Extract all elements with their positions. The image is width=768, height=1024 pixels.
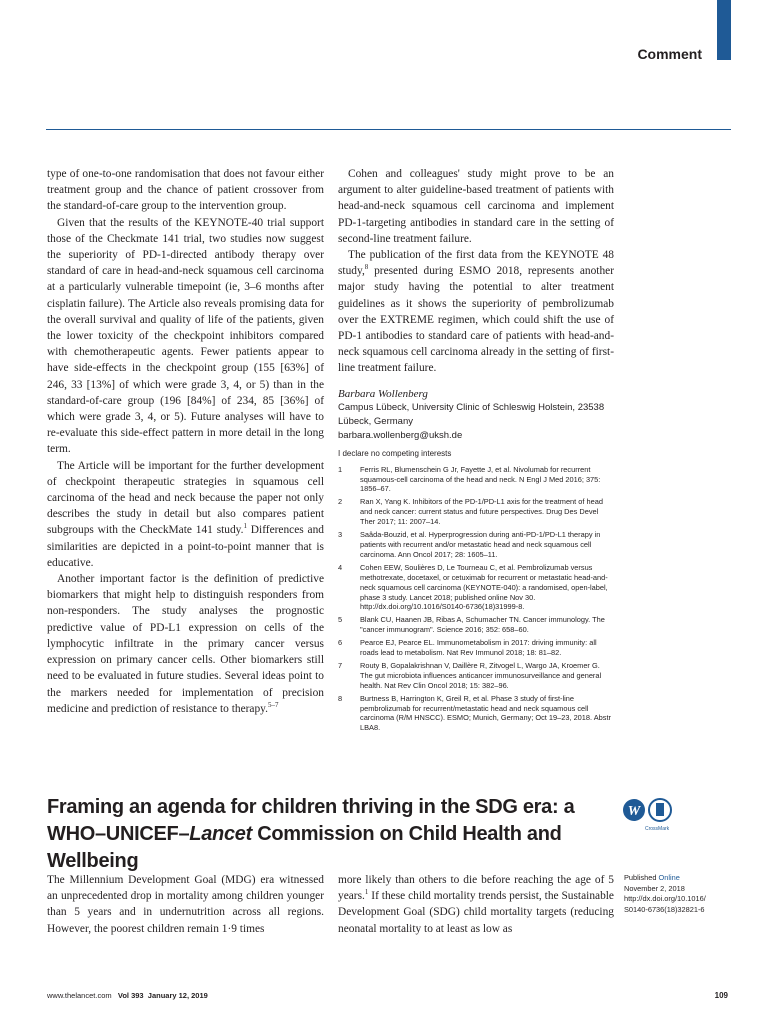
reference-text: Saâda-Bouzid, et al. Hyperprogression during anti-PD-1/PD-L1 therapy in patients with recurrent and/or metastatic head and neck squamous cell carcinoma. Ann Oncol 2017; 28: 1605–11. [360, 530, 601, 559]
reference-item [338, 530, 614, 560]
reference-text: Ferris RL, Blumenschein G Jr, Fayette J, et al. Nivolumab for recurrent squamous-cell carcinoma of the head and neck. N Engl J Med 2016; 375: 1856–67. [360, 464, 601, 494]
paragraph: Cohen and colleagues' study might prove to be an argument to alter guideline-based treatment of patients with head-and-neck squamous cell carcinoma and implement PD-1-targeting antibodies in standard care in the setting of second-line treatment failure. [338, 168, 614, 245]
svg-text:W: W [627, 804, 641, 819]
citation-sup: 8 [364, 263, 369, 272]
reference-item [338, 638, 614, 658]
reference-item [338, 465, 614, 495]
reference-item [338, 661, 614, 691]
reference-number: 8 [338, 693, 343, 703]
reference-number: 2 [338, 497, 343, 507]
site-link[interactable]: www.thelancet.com [47, 991, 112, 1000]
author-affiliation: Lübeck, Germany [338, 415, 413, 427]
reference-text: Routy B, Gopalakrishnan V, Daillère R, Zitvogel L, Wargo JA, Kroemer G. The gut microbiota influences anticancer immunosurveillance and general health. Nat Rev Clin Oncol 2018; 15: 382–96. [360, 660, 602, 690]
reference-item [338, 694, 614, 734]
text-column-right [338, 166, 614, 736]
reference-number: 5 [338, 615, 343, 625]
paragraph: more likely than others to die before reaching the age of 5 years.$^1$ If these child mortality trends persist, the Sustainable Development Goal (SDG) child mortality targets (reducing neonatal mortality to at least as low as [338, 874, 614, 935]
citation-sup: 1 [243, 522, 247, 531]
published-info: Published Online November 2, 2018 http://dx.doi.org/10.1016/ S0140-6736(18)32821-6 [624, 873, 724, 915]
article-body-right [338, 872, 614, 937]
section-label: Comment [637, 46, 702, 62]
citation-sup: 1 [364, 888, 369, 897]
reference-number: 7 [338, 660, 343, 670]
competing-interests: I declare no competing interests [338, 448, 452, 458]
reference-text: Burtness B, Harrington K, Greil R, et al. Phase 3 study of first-line pembrolizumab for recurrent/metastatic head and neck squamous cell carcinoma (R/M HNSCC). ESMO; Munich, Germany; Oct 19–23, 2018. Abstr LBA8. [360, 693, 611, 733]
author-affiliation: Campus Lübeck, University Clinic of Schleswig Holstein, 23538 [338, 401, 605, 413]
online-link[interactable]: Online [658, 873, 680, 882]
reference-text: Ran X, Yang K. Inhibitors of the PD-1/PD-L1 axis for the treatment of head and neck cancer: current status and future perspectives. Drug Des Devel Ther 2017; 11: 2007–14. [360, 497, 603, 527]
paragraph: type of one-to-one randomisation that does not favour either treatment group and the chance of patient crossover from the standard-of-care group to the intervention group. [47, 168, 324, 213]
reference-number: 1 [338, 464, 343, 474]
doi-link[interactable]: http://dx.doi.org/10.1016/ [624, 894, 706, 903]
reference-number: 6 [338, 638, 343, 648]
author-email[interactable]: barbara.wollenberg@uksh.de [338, 429, 463, 441]
citation-sup: 5–7 [267, 700, 279, 709]
paragraph: The Article will be important for the further development of checkpoint therapeutic strategies in squamous cell carcinoma of the head and neck because the paper not only describes the study in detail but also compares patient subgroups with the CheckMate 141 study.$^1$ Differences and similarities are depicted in a point-to-point manner that is educative. [47, 459, 324, 569]
author-name: Barbara Wollenberg [338, 387, 428, 400]
page-number: 109 [714, 991, 728, 1000]
paragraph: The Millennium Development Goal (MDG) era witnessed an unprecedented drop in mortality among children younger than 5 years and in undernutrition across all regions. However, the poorest children remain 1·9 times [47, 874, 324, 935]
reference-list [338, 465, 614, 734]
paragraph: Another important factor is the definition of predictive biomarkers that might help to distinguish responders from non-responders. The study analyses the prognostic predictive value of PD-L1 expression on cells of the lymphocytic infiltrate in the primary cancer versus expression on primary cancer cells. Other biomarkers still need to be evaluated in future studies. Several ideas point to the markers needed for implementation of precision medicine and prediction of resistance to therapy.$^{5-7}$ [47, 573, 324, 715]
reference-text: Cohen EEW, Soulières D, Le Tourneau C, et al. Pembrolizumab versus methotrexate, docetaxel, or cetuximab for recurrent or metastatic head-and-neck squamous cell carcinoma (KEYNOTE-040): a randomised, open-label, phase 3 study. Lancet 2018; published online Nov 30. http://dx.doi.org/10.1016/S0140-6736(18)31999-8. [360, 562, 608, 612]
reference-number: 4 [338, 562, 343, 572]
reference-item [338, 615, 614, 635]
reference-item [338, 563, 614, 613]
paragraph: Given that the results of the KEYNOTE-40 trial support those of the Checkmate 141 trial, two studies now suggest the superiority of PD-1-directed antibody therapy over standard of care in head-and-neck squamous cell carcinoma at a particularly vulnerable timepoint (ie, 3–6 months after cisplatin failure). The Article also reveals promising data for the overall survival and quality of life of the patients, given the lower toxicity of the checkpoint inhibitors compared with chemotherapeutic agents. Fewer patients appear to have side-effects in the checkpoint group (155 [63%] of 246, 33 [13%] of which were grade 3, 4, or 5) than in the standard-of-care group (196 [84%] of 234, 85 [36%] of which were grade 3, 4, or 5). Future analyses will have to re-evaluate this side-effect pattern in more detail in the long term. [47, 216, 324, 456]
footer-citation: www.thelancet.com Vol 393 January 12, 2019 [47, 991, 208, 1000]
reference-text: Pearce EJ, Pearce EL. Immunometabolism in 2017: driving immunity: all roads lead to metabolism. Nat Rev Immunol 2018; 18: 81–82. [360, 638, 597, 658]
text-column-left [47, 166, 324, 717]
section-color-tab [717, 0, 731, 60]
reference-number: 3 [338, 530, 343, 540]
reference-item [338, 497, 614, 527]
article-body-left [47, 872, 324, 937]
doi-link[interactable]: S0140-6736(18)32821-6 [624, 904, 705, 914]
paragraph: The publication of the first data from the KEYNOTE 48 study,$^8$ presented during ESMO 2018, represents another major study having the potential to alter treatment guidelines as it shows the superiority of pembrolizumab over the EXTREME regimen, which could shift the use of PD-1 antibodies to standard care of patients with head-and-neck squamous cell carcinoma already in the setting of first-line treatment failure. [338, 249, 614, 375]
author-block [338, 387, 614, 443]
crossmark-label: CrossMark [645, 826, 670, 832]
header-rule [46, 129, 731, 130]
article-title: Framing an agenda for children thriving in the SDG era: a WHO–UNICEF–Lancet Commission on Child Health and Wellbeing [47, 796, 575, 872]
reference-text: Blank CU, Haanen JB, Ribas A, Schumacher TN. Cancer immunology. The "cancer immunogram". Science 2016; 352: 658–60. [360, 615, 605, 635]
